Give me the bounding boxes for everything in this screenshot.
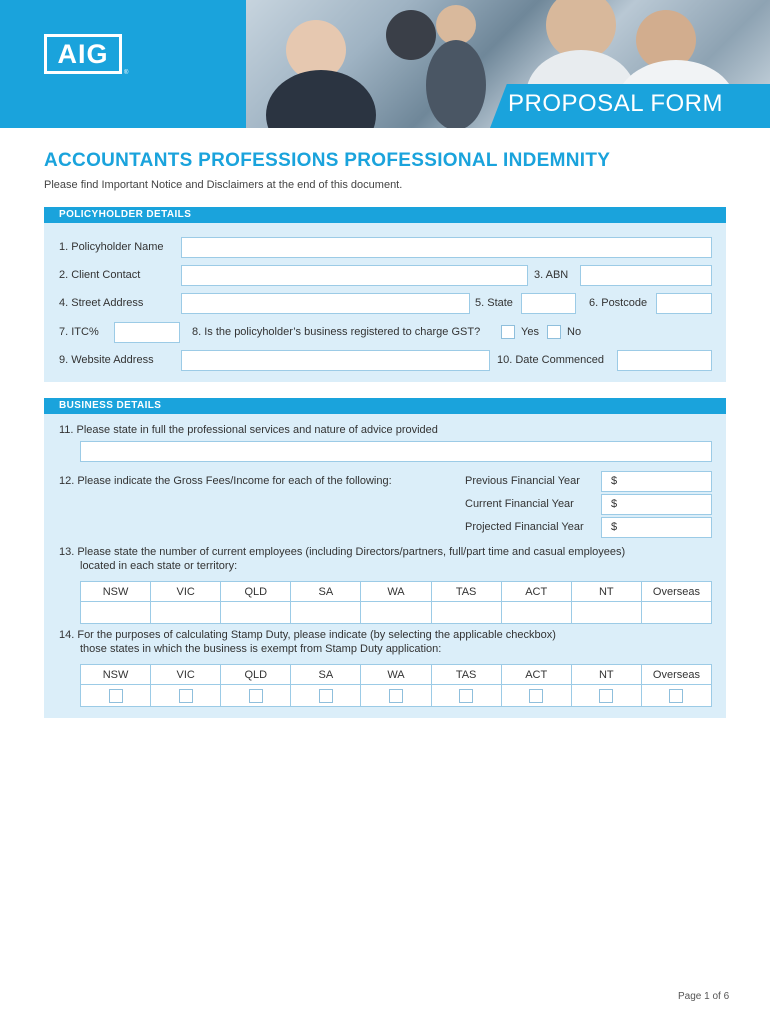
employees-qld-input[interactable] xyxy=(221,602,291,624)
itc-label: 7. ITC% xyxy=(59,326,99,338)
employees-nsw-input[interactable] xyxy=(81,602,151,624)
client-contact-input[interactable] xyxy=(181,265,528,286)
employees-vic-input[interactable] xyxy=(151,602,221,624)
registered-mark: ® xyxy=(124,70,129,76)
employees-nt-input[interactable] xyxy=(571,602,641,624)
stamp-duty-question-label: 14. For the purposes of calculating Stamp Duty, please indicate (by selecting the applicable checkbox) xyxy=(59,629,556,641)
services-question-label: 11. Please state in full the professional services and nature of advice provided xyxy=(59,424,438,436)
employees-act-input[interactable] xyxy=(501,602,571,624)
employees-question-label: 13. Please state the number of current employees (including Directors/partners, full/part time and casual employees) xyxy=(59,546,626,558)
postcode-label: 6. Postcode xyxy=(589,297,648,309)
state-header: VIC xyxy=(151,665,221,685)
employees-wa-input[interactable] xyxy=(361,602,431,624)
previous-year-input[interactable] xyxy=(601,471,712,492)
state-header: ACT xyxy=(501,582,571,602)
policyholder-details-section xyxy=(44,207,726,382)
employees-overseas-input[interactable] xyxy=(641,602,711,624)
state-header: VIC xyxy=(151,582,221,602)
state-header: SA xyxy=(291,582,361,602)
state-header: WA xyxy=(361,665,431,685)
employees-sa-input[interactable] xyxy=(291,602,361,624)
exempt-act-checkbox[interactable] xyxy=(529,689,543,703)
stamp-duty-table xyxy=(80,664,712,707)
exempt-cell xyxy=(361,685,431,707)
exempt-cell xyxy=(291,685,361,707)
gross-fees-question-label: 12. Please indicate the Gross Fees/Income for each of the following: xyxy=(59,475,392,487)
state-header: QLD xyxy=(221,665,291,685)
exempt-cell xyxy=(221,685,291,707)
exempt-sa-checkbox[interactable] xyxy=(319,689,333,703)
stamp-duty-question-line2: those states in which the business is exempt from Stamp Duty application: xyxy=(80,643,442,655)
current-year-input[interactable] xyxy=(601,494,712,515)
business-details-section xyxy=(44,398,726,718)
table-row xyxy=(81,685,712,707)
website-address-input[interactable] xyxy=(181,350,490,371)
table-row xyxy=(81,602,712,624)
date-commenced-label: 10. Date Commenced xyxy=(497,354,604,366)
exempt-cell xyxy=(151,685,221,707)
state-header: Overseas xyxy=(641,665,711,685)
date-commenced-input[interactable] xyxy=(617,350,712,371)
state-header: TAS xyxy=(431,665,501,685)
previous-year-currency: $ xyxy=(611,475,618,487)
document-title: ACCOUNTANTS PROFESSIONS PROFESSIONAL INDEMNITY xyxy=(44,150,611,171)
state-input[interactable] xyxy=(521,293,576,314)
exempt-nsw-checkbox[interactable] xyxy=(109,689,123,703)
state-header: QLD xyxy=(221,582,291,602)
street-address-input[interactable] xyxy=(181,293,470,314)
itc-input[interactable] xyxy=(114,322,180,343)
proposal-form-title: PROPOSAL FORM xyxy=(508,90,723,117)
exempt-wa-checkbox[interactable] xyxy=(389,689,403,703)
employees-table xyxy=(80,581,712,624)
state-header: ACT xyxy=(501,665,571,685)
gst-no-label: No xyxy=(567,326,582,338)
state-header: WA xyxy=(361,582,431,602)
postcode-input[interactable] xyxy=(656,293,712,314)
previous-year-label: Previous Financial Year xyxy=(465,475,580,487)
employees-tas-input[interactable] xyxy=(431,602,501,624)
state-header: Overseas xyxy=(641,582,711,602)
gst-yes-checkbox[interactable] xyxy=(501,325,515,339)
table-header-row xyxy=(81,665,712,685)
abn-input[interactable] xyxy=(580,265,712,286)
client-contact-label: 2. Client Contact xyxy=(59,269,141,281)
aig-logo: AIG xyxy=(44,34,122,74)
state-header: NT xyxy=(571,582,641,602)
gst-no-checkbox[interactable] xyxy=(547,325,561,339)
projected-year-label: Projected Financial Year xyxy=(465,521,584,533)
section-header: POLICYHOLDER DETAILS xyxy=(44,207,726,223)
exempt-cell xyxy=(81,685,151,707)
exempt-overseas-checkbox[interactable] xyxy=(669,689,683,703)
state-header: NT xyxy=(571,665,641,685)
state-header: TAS xyxy=(431,582,501,602)
exempt-cell xyxy=(501,685,571,707)
employees-question-line2: located in each state or territory: xyxy=(80,560,238,572)
state-header: SA xyxy=(291,665,361,685)
current-year-currency: $ xyxy=(611,498,618,510)
website-address-label: 9. Website Address xyxy=(59,354,154,366)
exempt-tas-checkbox[interactable] xyxy=(459,689,473,703)
gst-question-label: 8. Is the policyholder’s business registered to charge GST? xyxy=(192,326,481,338)
state-header: NSW xyxy=(81,665,151,685)
section-header: BUSINESS DETAILS xyxy=(44,398,726,414)
abn-label: 3. ABN xyxy=(534,269,569,281)
current-year-label: Current Financial Year xyxy=(465,498,574,510)
table-header-row xyxy=(81,582,712,602)
policyholder-name-input[interactable] xyxy=(181,237,712,258)
state-header: NSW xyxy=(81,582,151,602)
page-number: Page 1 of 6 xyxy=(678,991,730,1002)
exempt-vic-checkbox[interactable] xyxy=(179,689,193,703)
services-input[interactable] xyxy=(80,441,712,462)
exempt-cell xyxy=(641,685,711,707)
gst-yes-label: Yes xyxy=(521,326,539,338)
exempt-nt-checkbox[interactable] xyxy=(599,689,613,703)
policyholder-name-label: 1. Policyholder Name xyxy=(59,241,164,253)
exempt-qld-checkbox[interactable] xyxy=(249,689,263,703)
street-address-label: 4. Street Address xyxy=(59,297,144,309)
important-notice-text: Please find Important Notice and Disclaimers at the end of this document. xyxy=(44,179,403,191)
exempt-cell xyxy=(431,685,501,707)
projected-year-input[interactable] xyxy=(601,517,712,538)
projected-year-currency: $ xyxy=(611,521,618,533)
exempt-cell xyxy=(571,685,641,707)
page-header xyxy=(0,0,770,128)
state-label: 5. State xyxy=(475,297,513,309)
